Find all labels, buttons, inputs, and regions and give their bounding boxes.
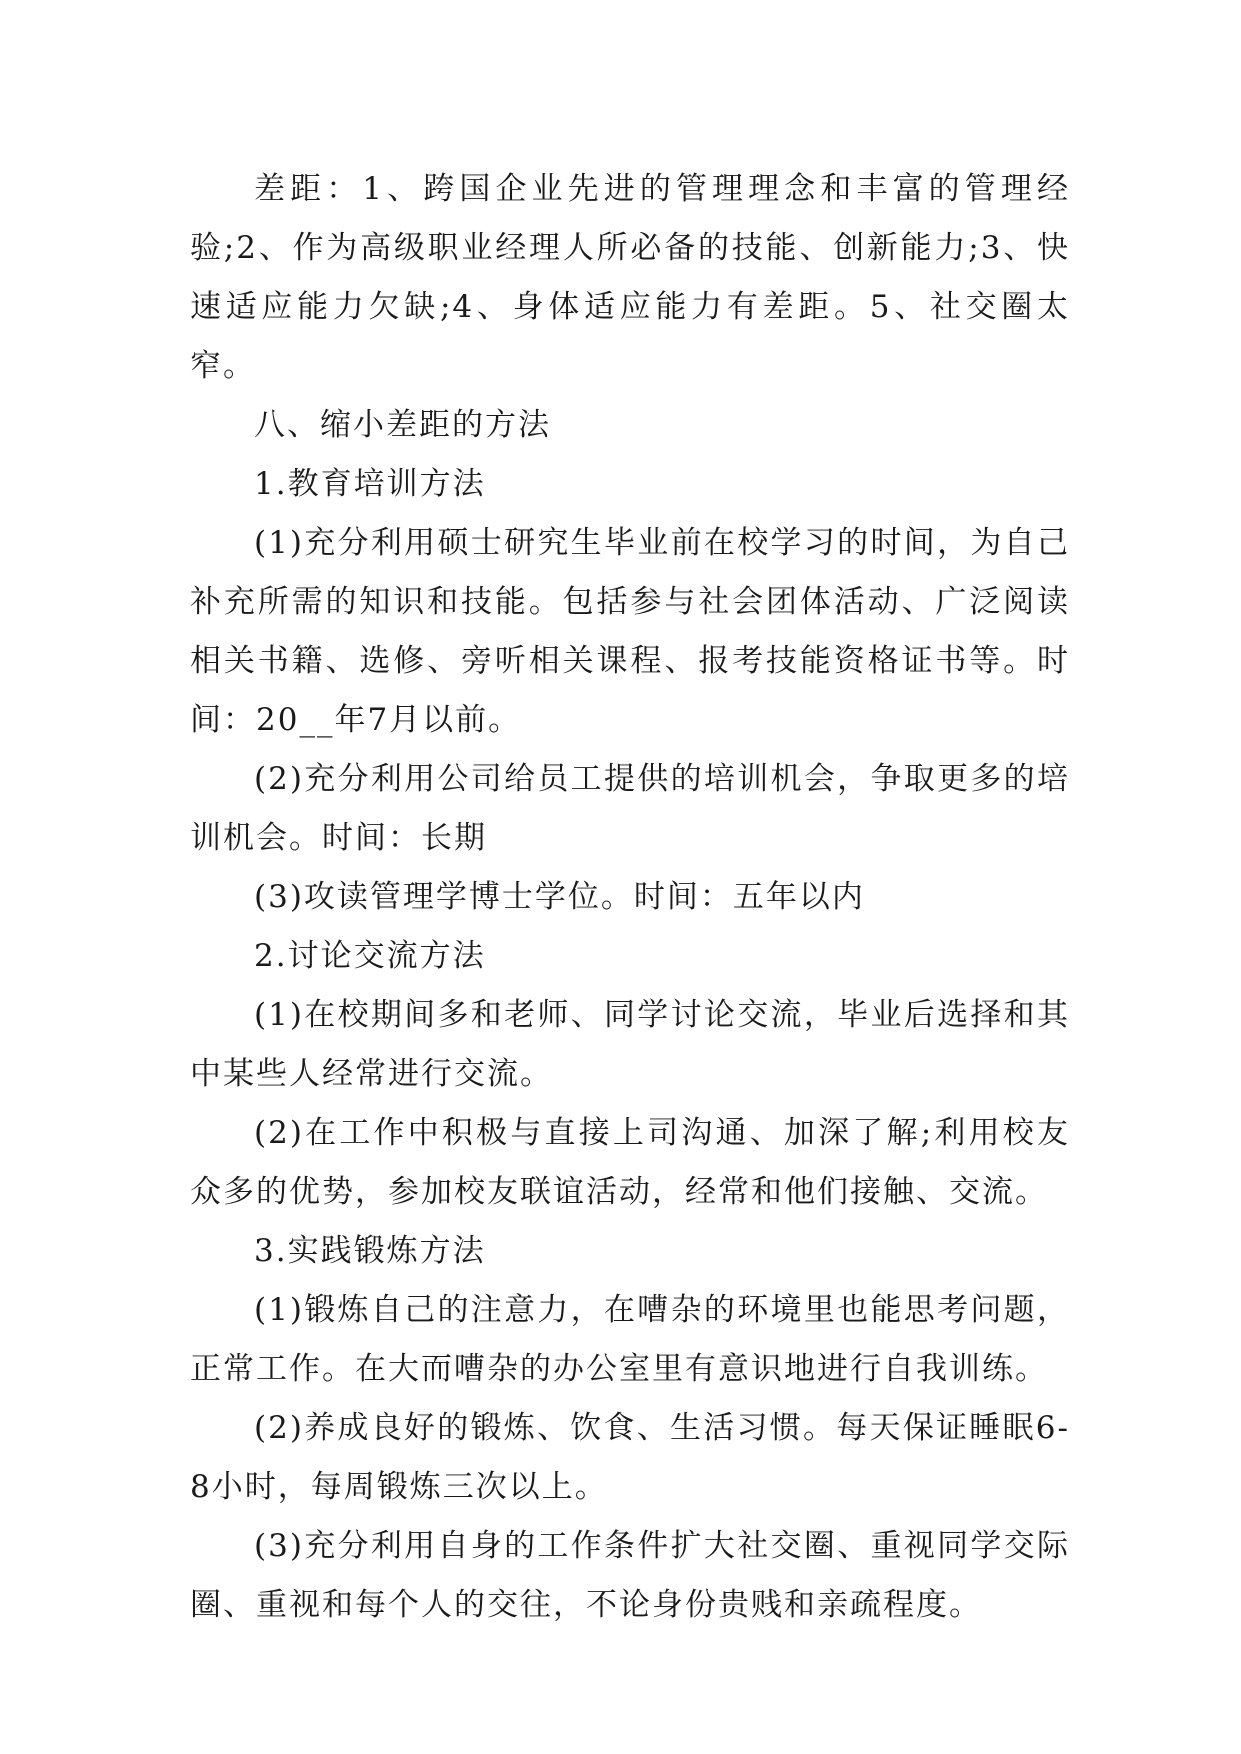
section-heading-8: 八、缩小差距的方法 [254, 407, 551, 443]
subheading-practice: 3.实践锻炼方法 [254, 1233, 486, 1269]
paragraph-practice-3: (3)充分利用自身的工作条件扩大社交圈、重视同学交际圈、重视和每个人的交往，不论身份贵贱和亲疏程度。 [190, 1528, 1070, 1623]
paragraph-practice-1: (1)锻炼自己的注意力，在嘈杂的环境里也能思考问题，正常工作。在大而嘈杂的办公室里有意识地进行自我训练。 [190, 1292, 1070, 1387]
paragraph-discussion-1: (1)在校期间多和老师、同学讨论交流，毕业后选择和其中某些人经常进行交流。 [190, 997, 1070, 1092]
paragraph-education-2: (2)充分利用公司给员工提供的培训机会，争取更多的培训机会。时间：长期 [190, 761, 1070, 856]
paragraph-gap-summary: 差距：1、跨国企业先进的管理理念和丰富的管理经验;2、作为高级职业经理人所必备的技能、创新能力;3、快速适应能力欠缺;4、身体适应能力有差距。5、社交圈太窄。 [190, 171, 1070, 384]
paragraph-practice-2: (2)养成良好的锻炼、饮食、生活习惯。每天保证睡眠6-8小时，每周锻炼三次以上。 [190, 1410, 1070, 1505]
subheading-education-training: 1.教育培训方法 [254, 466, 486, 502]
document-page [190, 160, 1070, 1635]
paragraph-education-1: (1)充分利用硕士研究生毕业前在校学习的时间，为自己补充所需的知识和技能。包括参与社会团体活动、广泛阅读相关书籍、选修、旁听相关课程、报考技能资格证书等。时间：20__年7月以前。 [190, 525, 1070, 738]
paragraph-discussion-2: (2)在工作中积极与直接上司沟通、加深了解;利用校友众多的优势，参加校友联谊活动，经常和他们接触、交流。 [190, 1115, 1070, 1210]
subheading-discussion: 2.讨论交流方法 [254, 938, 486, 974]
paragraph-education-3: (3)攻读管理学博士学位。时间：五年以内 [254, 879, 865, 915]
